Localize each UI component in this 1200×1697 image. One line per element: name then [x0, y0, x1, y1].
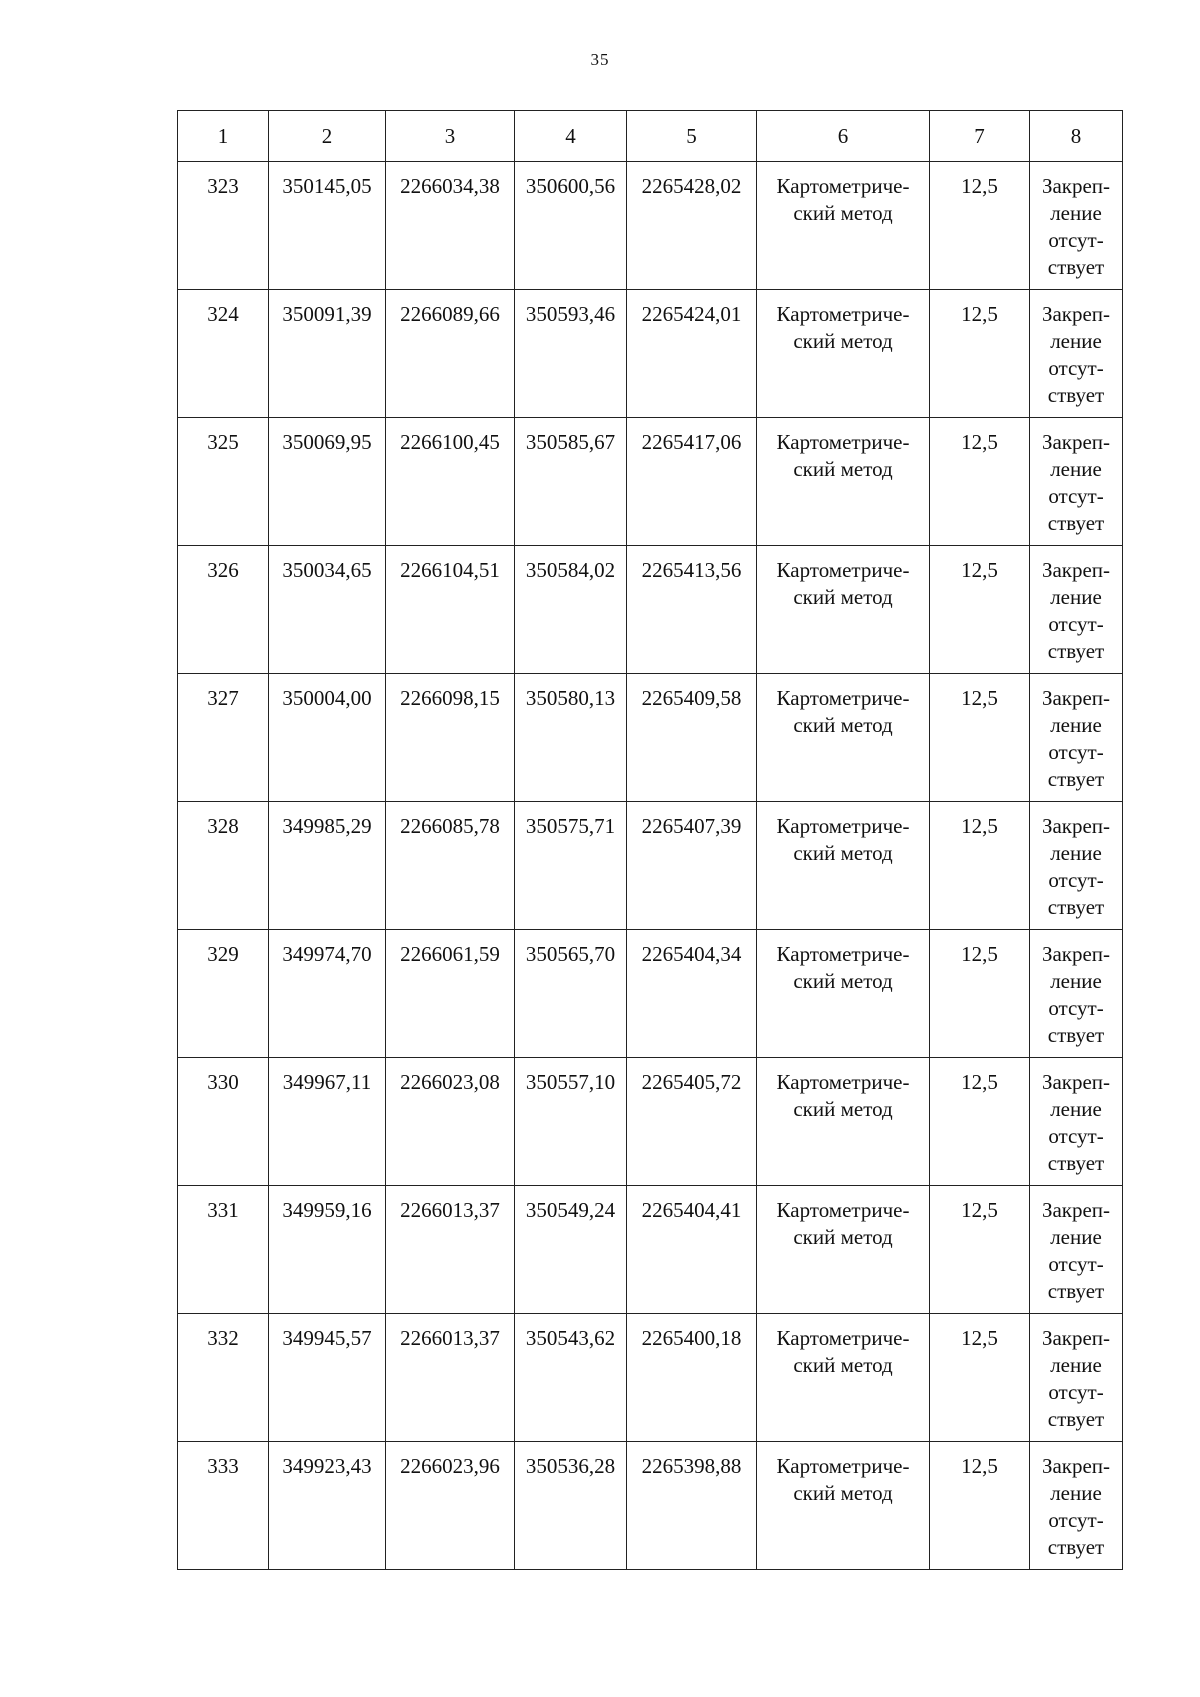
cell-line: ствует	[1047, 1279, 1105, 1303]
cell-line: Закреп-	[1041, 686, 1111, 710]
cell-line: ление	[1050, 201, 1102, 225]
y-coordinate-cell: 2265398,88	[627, 1442, 757, 1570]
cell-line: ский метод	[793, 1097, 893, 1121]
cell-line: Закреп-	[1041, 174, 1111, 198]
y-coordinate-cell: 2266023,96	[386, 1442, 515, 1570]
cell-line: ствует	[1047, 511, 1105, 535]
table-row	[178, 674, 1123, 802]
fixing-description-cell	[1030, 162, 1123, 290]
method-cell	[757, 290, 930, 418]
x-coordinate-cell: 349945,57	[269, 1314, 386, 1442]
x-coordinate-cell: 349967,11	[269, 1058, 386, 1186]
cell-line: Закреп-	[1041, 1454, 1111, 1478]
cell-line: Закреп-	[1041, 1070, 1111, 1094]
y-coordinate-cell: 2265404,41	[627, 1186, 757, 1314]
cell-line: Закреп-	[1041, 430, 1111, 454]
column-header: 8	[1030, 111, 1123, 162]
fixing-description-cell	[1030, 802, 1123, 930]
cell-line: отсут-	[1048, 228, 1104, 252]
cell-line: Закреп-	[1041, 814, 1111, 838]
cell-line: Картометриче-	[776, 1454, 910, 1478]
point-number-cell: 326	[178, 546, 269, 674]
table-row	[178, 290, 1123, 418]
x-coordinate-cell: 350543,62	[515, 1314, 627, 1442]
x-coordinate-cell: 350575,71	[515, 802, 627, 930]
point-number-cell: 324	[178, 290, 269, 418]
cell-line: ствует	[1047, 895, 1105, 919]
y-coordinate-cell: 2265404,34	[627, 930, 757, 1058]
x-coordinate-cell: 350145,05	[269, 162, 386, 290]
y-coordinate-cell: 2266013,37	[386, 1186, 515, 1314]
x-coordinate-cell: 350091,39	[269, 290, 386, 418]
x-coordinate-cell: 350069,95	[269, 418, 386, 546]
cell-line: ский метод	[793, 1481, 893, 1505]
page-number: 35	[590, 50, 610, 69]
x-coordinate-cell: 349985,29	[269, 802, 386, 930]
coordinates-table	[177, 110, 1123, 1570]
x-coordinate-cell: 349959,16	[269, 1186, 386, 1314]
accuracy-cell: 12,5	[930, 930, 1030, 1058]
y-coordinate-cell: 2265428,02	[627, 162, 757, 290]
x-coordinate-cell: 349974,70	[269, 930, 386, 1058]
x-coordinate-cell: 350600,56	[515, 162, 627, 290]
table-row	[178, 930, 1123, 1058]
cell-line: отсут-	[1048, 356, 1104, 380]
y-coordinate-cell: 2266023,08	[386, 1058, 515, 1186]
x-coordinate-cell: 350585,67	[515, 418, 627, 546]
point-number-cell: 332	[178, 1314, 269, 1442]
y-coordinate-cell: 2265407,39	[627, 802, 757, 930]
accuracy-cell: 12,5	[930, 674, 1030, 802]
cell-line: ление	[1050, 969, 1102, 993]
cell-line: отсут-	[1048, 484, 1104, 508]
cell-line: отсут-	[1048, 1124, 1104, 1148]
point-number-cell: 331	[178, 1186, 269, 1314]
accuracy-cell: 12,5	[930, 418, 1030, 546]
method-cell	[757, 802, 930, 930]
cell-line: Закреп-	[1041, 1326, 1111, 1350]
cell-line: ствует	[1047, 1535, 1105, 1559]
accuracy-cell: 12,5	[930, 1058, 1030, 1186]
x-coordinate-cell: 350584,02	[515, 546, 627, 674]
cell-line: отсут-	[1048, 996, 1104, 1020]
cell-line: ствует	[1047, 639, 1105, 663]
fixing-description-cell	[1030, 546, 1123, 674]
cell-line: ский метод	[793, 969, 893, 993]
table-row	[178, 802, 1123, 930]
y-coordinate-cell: 2266104,51	[386, 546, 515, 674]
column-header: 6	[757, 111, 930, 162]
fixing-description-cell	[1030, 674, 1123, 802]
method-cell	[757, 418, 930, 546]
accuracy-cell: 12,5	[930, 1186, 1030, 1314]
table-row	[178, 418, 1123, 546]
table-body	[178, 162, 1123, 1570]
x-coordinate-cell: 350536,28	[515, 1442, 627, 1570]
cell-line: Картометриче-	[776, 1326, 910, 1350]
y-coordinate-cell: 2265424,01	[627, 290, 757, 418]
cell-line: ление	[1050, 1225, 1102, 1249]
cell-line: отсут-	[1048, 1252, 1104, 1276]
accuracy-cell: 12,5	[930, 290, 1030, 418]
y-coordinate-cell: 2266089,66	[386, 290, 515, 418]
cell-line: ление	[1050, 841, 1102, 865]
point-number-cell: 328	[178, 802, 269, 930]
y-coordinate-cell: 2266061,59	[386, 930, 515, 1058]
cell-line: ствует	[1047, 767, 1105, 791]
cell-line: Картометриче-	[776, 814, 910, 838]
cell-line: ление	[1050, 329, 1102, 353]
method-cell	[757, 1314, 930, 1442]
y-coordinate-cell: 2266098,15	[386, 674, 515, 802]
y-coordinate-cell: 2266034,38	[386, 162, 515, 290]
cell-line: Картометриче-	[776, 430, 910, 454]
table-row	[178, 546, 1123, 674]
y-coordinate-cell: 2266100,45	[386, 418, 515, 546]
method-cell	[757, 674, 930, 802]
cell-line: ление	[1050, 1097, 1102, 1121]
cell-line: Картометриче-	[776, 1070, 910, 1094]
cell-line: ствует	[1047, 1023, 1105, 1047]
point-number-cell: 330	[178, 1058, 269, 1186]
method-cell	[757, 1442, 930, 1570]
cell-line: Картометриче-	[776, 942, 910, 966]
cell-line: отсут-	[1048, 868, 1104, 892]
header-row	[178, 111, 1123, 162]
x-coordinate-cell: 349923,43	[269, 1442, 386, 1570]
cell-line: отсут-	[1048, 740, 1104, 764]
cell-line: Закреп-	[1041, 942, 1111, 966]
x-coordinate-cell: 350549,24	[515, 1186, 627, 1314]
table-row	[178, 162, 1123, 290]
y-coordinate-cell: 2266085,78	[386, 802, 515, 930]
method-cell	[757, 1186, 930, 1314]
cell-line: ствует	[1047, 255, 1105, 279]
cell-line: ский метод	[793, 1225, 893, 1249]
column-header: 1	[178, 111, 269, 162]
cell-line: Закреп-	[1041, 558, 1111, 582]
cell-line: отсут-	[1048, 1380, 1104, 1404]
x-coordinate-cell: 350580,13	[515, 674, 627, 802]
cell-line: ский метод	[793, 457, 893, 481]
x-coordinate-cell: 350004,00	[269, 674, 386, 802]
fixing-description-cell	[1030, 1058, 1123, 1186]
cell-line: Картометриче-	[776, 302, 910, 326]
point-number-cell: 325	[178, 418, 269, 546]
x-coordinate-cell: 350565,70	[515, 930, 627, 1058]
column-header: 5	[627, 111, 757, 162]
cell-line: ление	[1050, 585, 1102, 609]
accuracy-cell: 12,5	[930, 1442, 1030, 1570]
cell-line: ление	[1050, 1481, 1102, 1505]
point-number-cell: 329	[178, 930, 269, 1058]
table-row	[178, 1058, 1123, 1186]
column-header: 4	[515, 111, 627, 162]
column-header: 2	[269, 111, 386, 162]
cell-line: ление	[1050, 457, 1102, 481]
cell-line: Картометриче-	[776, 686, 910, 710]
point-number-cell: 333	[178, 1442, 269, 1570]
method-cell	[757, 930, 930, 1058]
cell-line: Закреп-	[1041, 1198, 1111, 1222]
accuracy-cell: 12,5	[930, 162, 1030, 290]
cell-line: Картометриче-	[776, 1198, 910, 1222]
accuracy-cell: 12,5	[930, 1314, 1030, 1442]
y-coordinate-cell: 2265405,72	[627, 1058, 757, 1186]
y-coordinate-cell: 2265413,56	[627, 546, 757, 674]
y-coordinate-cell: 2265417,06	[627, 418, 757, 546]
cell-line: Картометриче-	[776, 558, 910, 582]
method-cell	[757, 162, 930, 290]
y-coordinate-cell: 2266013,37	[386, 1314, 515, 1442]
x-coordinate-cell: 350593,46	[515, 290, 627, 418]
table-row	[178, 1314, 1123, 1442]
cell-line: Картометриче-	[776, 174, 910, 198]
table-row	[178, 1186, 1123, 1314]
point-number-cell: 327	[178, 674, 269, 802]
cell-line: ский метод	[793, 841, 893, 865]
cell-line: отсут-	[1048, 1508, 1104, 1532]
cell-line: Закреп-	[1041, 302, 1111, 326]
cell-line: ский метод	[793, 1353, 893, 1377]
table-row	[178, 1442, 1123, 1570]
fixing-description-cell	[1030, 290, 1123, 418]
y-coordinate-cell: 2265400,18	[627, 1314, 757, 1442]
fixing-description-cell	[1030, 1186, 1123, 1314]
fixing-description-cell	[1030, 418, 1123, 546]
accuracy-cell: 12,5	[930, 546, 1030, 674]
cell-line: ский метод	[793, 329, 893, 353]
x-coordinate-cell: 350557,10	[515, 1058, 627, 1186]
fixing-description-cell	[1030, 1314, 1123, 1442]
cell-line: ский метод	[793, 585, 893, 609]
column-header: 7	[930, 111, 1030, 162]
x-coordinate-cell: 350034,65	[269, 546, 386, 674]
cell-line: ский метод	[793, 713, 893, 737]
cell-line: ление	[1050, 1353, 1102, 1377]
cell-line: ствует	[1047, 1407, 1105, 1431]
cell-line: отсут-	[1048, 612, 1104, 636]
cell-line: ствует	[1047, 383, 1105, 407]
fixing-description-cell	[1030, 1442, 1123, 1570]
method-cell	[757, 546, 930, 674]
point-number-cell: 323	[178, 162, 269, 290]
cell-line: ский метод	[793, 201, 893, 225]
fixing-description-cell	[1030, 930, 1123, 1058]
cell-line: ление	[1050, 713, 1102, 737]
y-coordinate-cell: 2265409,58	[627, 674, 757, 802]
cell-line: ствует	[1047, 1151, 1105, 1175]
method-cell	[757, 1058, 930, 1186]
column-header: 3	[386, 111, 515, 162]
accuracy-cell: 12,5	[930, 802, 1030, 930]
